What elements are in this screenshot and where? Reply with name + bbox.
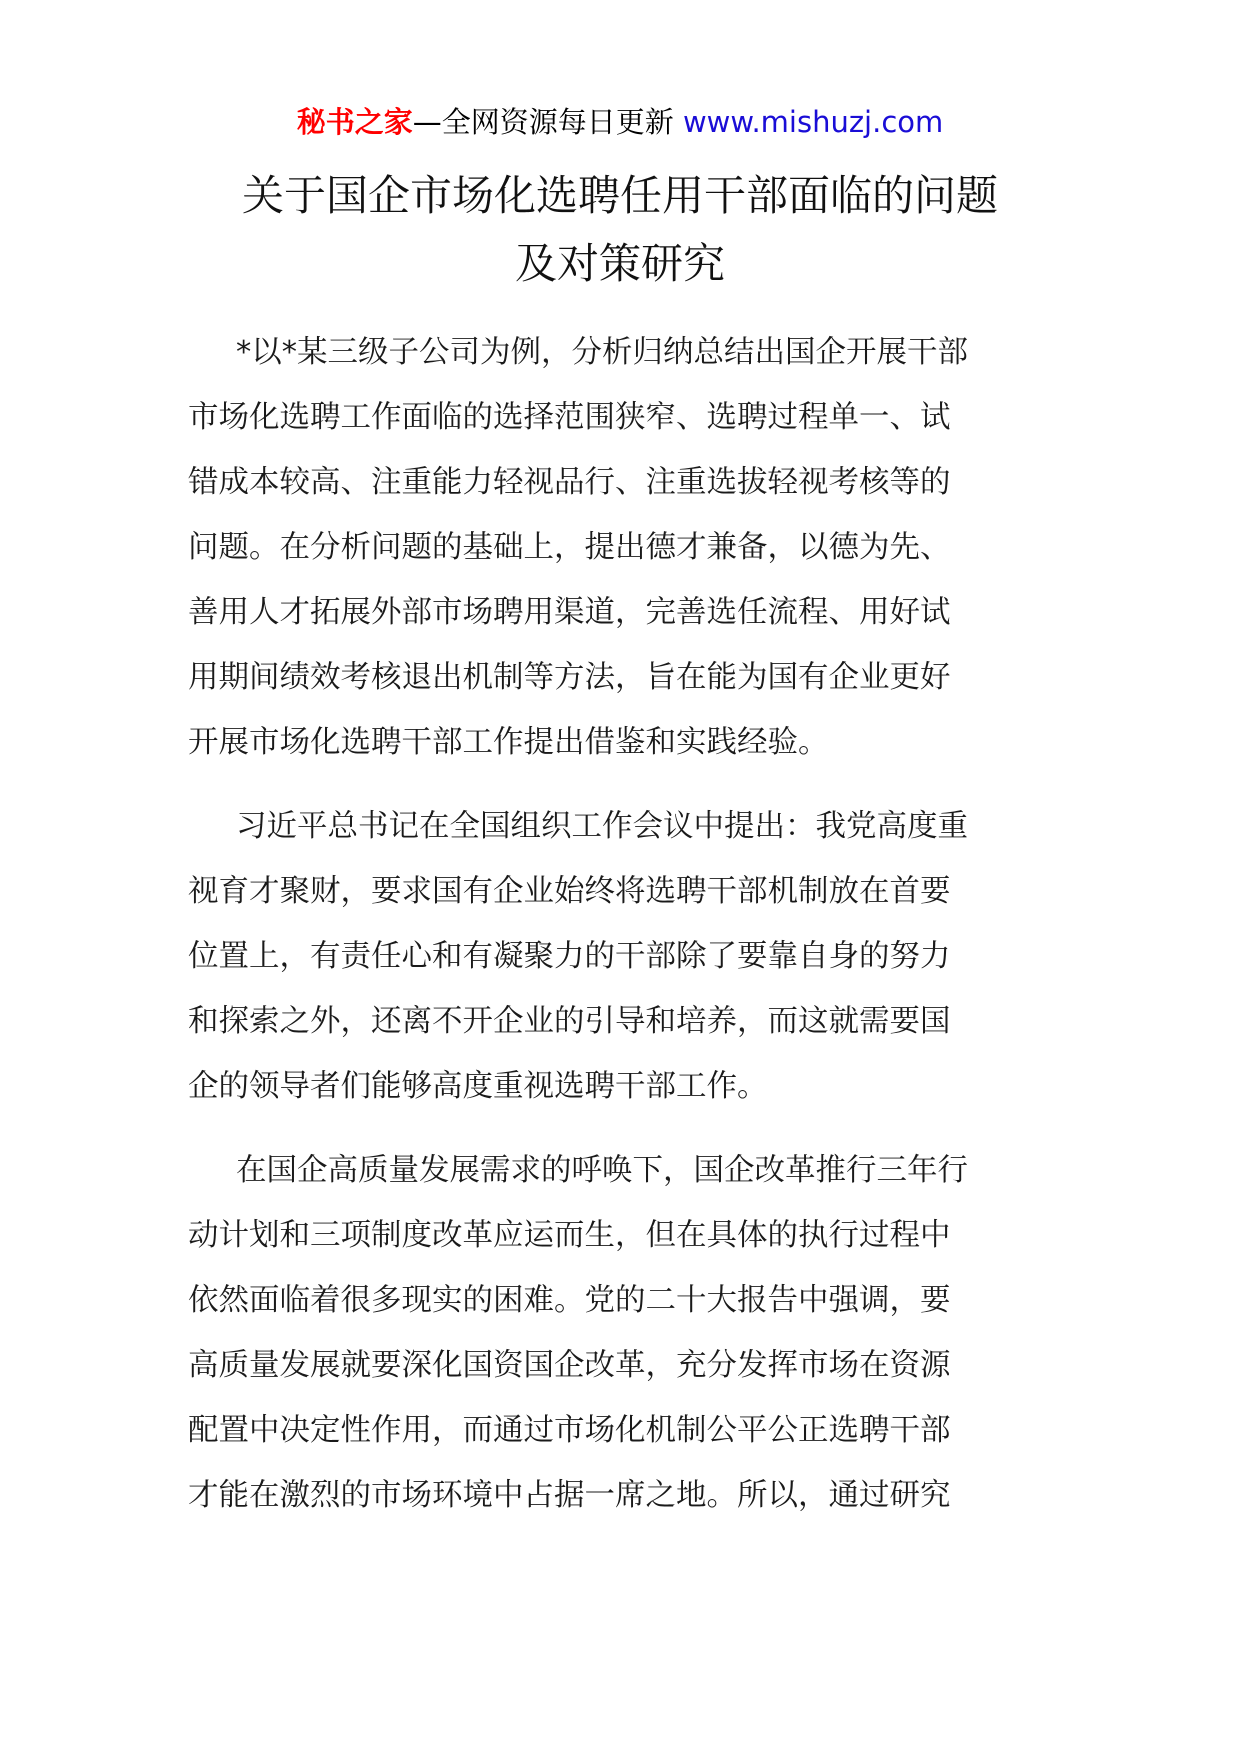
paragraph-line: 依然面临着很多现实的困难。党的二十大报告中强调，要: [188, 1283, 951, 1318]
paragraph-line: 高质量发展就要深化国资国企改革，充分发挥市场在资源: [188, 1348, 951, 1383]
paragraph-line: 用期间绩效考核退出机制等方法，旨在能为国有企业更好: [188, 660, 951, 695]
paragraph-two: [188, 794, 1054, 1119]
website-link[interactable]: www.mishuzj.com: [673, 105, 944, 139]
paragraph-abstract: [188, 320, 1054, 775]
paragraph-line: *以*某三级子公司为例，分析归纳总结出国企开展干部: [236, 335, 968, 370]
paragraph-line: 才能在激烈的市场环境中占据一席之地。所以，通过研究: [188, 1478, 951, 1513]
paragraph-line: 开展市场化选聘干部工作提出借鉴和实践经验。: [188, 725, 829, 760]
paragraph-line: 和探索之外，还离不开企业的引导和培养，而这就需要国: [188, 1004, 951, 1039]
document-title: [170, 162, 1070, 298]
paragraph-line: 动计划和三项制度改革应运而生，但在具体的执行过程中: [188, 1218, 951, 1253]
paragraph-line: 问题。在分析问题的基础上，提出德才兼备，以德为先、: [188, 530, 951, 565]
paragraph-line: 习近平总书记在全国组织工作会议中提出：我党高度重: [236, 809, 968, 844]
paragraph-line: 企的领导者们能够高度重视选聘干部工作。: [188, 1069, 768, 1104]
brand-name: 秘书之家: [296, 105, 413, 139]
paragraph-line: 市场化选聘工作面临的选择范围狭窄、选聘过程单一、试: [188, 400, 951, 435]
paragraph-line: 位置上，有责任心和有凝聚力的干部除了要靠自身的努力: [188, 939, 951, 974]
paragraph-line: 善用人才拓展外部市场聘用渠道，完善选任流程、用好试: [188, 595, 951, 630]
document-body: [188, 320, 1054, 1547]
paragraph-line: 在国企高质量发展需求的呼唤下，国企改革推行三年行: [236, 1153, 968, 1188]
site-header: [0, 100, 1240, 144]
header-tagline: —全网资源每日更新: [412, 105, 674, 139]
paragraph-line: 配置中决定性作用，而通过市场化机制公平公正选聘干部: [188, 1413, 951, 1448]
paragraph-line: 视育才聚财，要求国有企业始终将选聘干部机制放在首要: [188, 874, 951, 909]
title-line: 及对策研究: [514, 239, 725, 288]
paragraph-line: 错成本较高、注重能力轻视品行、注重选拔轻视考核等的: [188, 465, 951, 500]
title-line: 关于国企市场化选聘任用干部面临的问题: [241, 171, 998, 220]
paragraph-three: [188, 1138, 1054, 1528]
